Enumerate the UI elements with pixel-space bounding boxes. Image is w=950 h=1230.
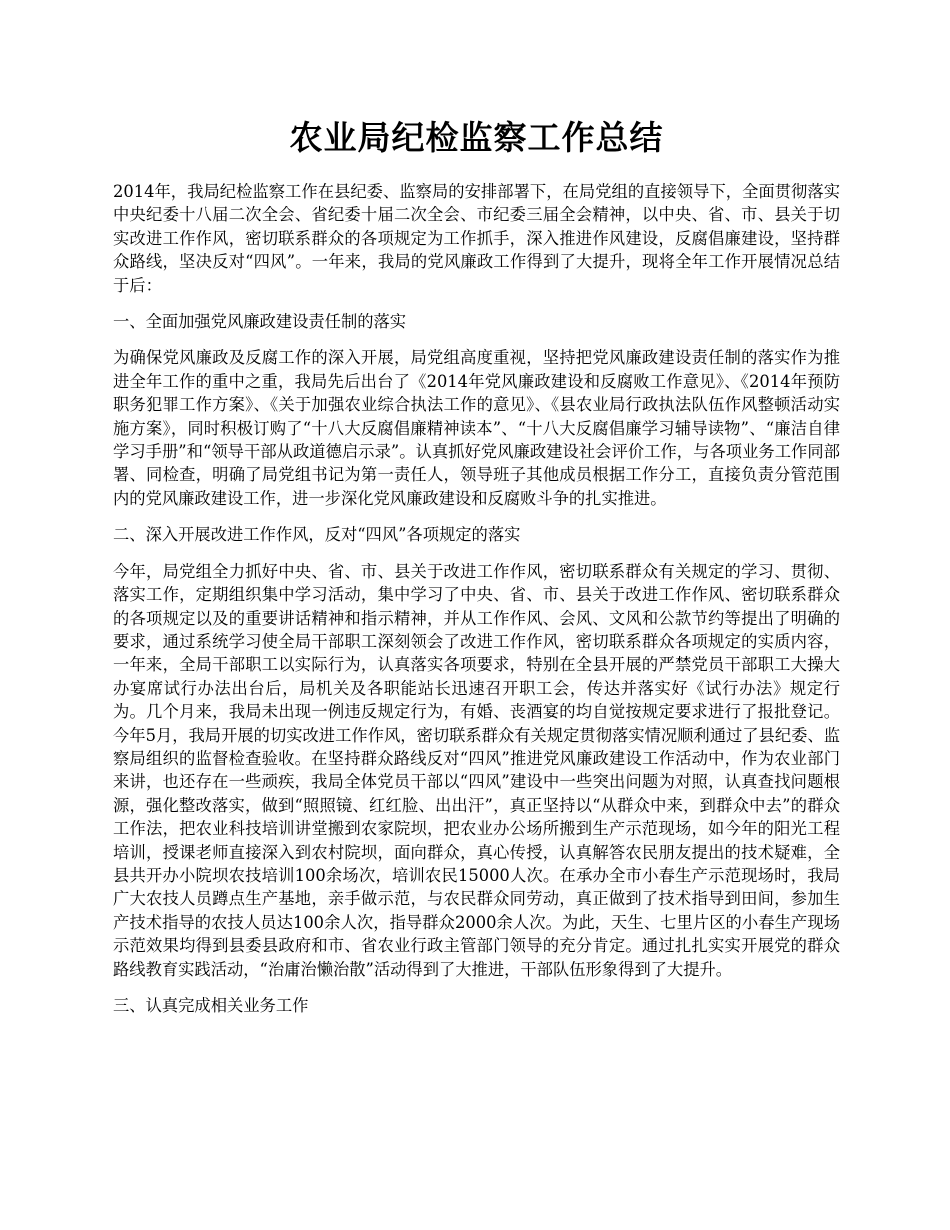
section-3-heading: 三、认真完成相关业务工作 bbox=[113, 996, 309, 1015]
document-title: 农业局纪检监察工作总结 bbox=[289, 118, 664, 157]
section-2-paragraph: 今年，局党组全力抓好中央、省、市、县关于改进工作作风，密切联系群众有关规定的学习、贯彻、落实工作，定期组织集中学习活动，集中学习了中央、省、市、县关于改进工作作风、密切联系群众的各项规定以及的重要讲话精神和指示精神，并从工作作风、会风、文风和公款节约等提出了明确的要求，通过系统学习使全局干部职工深刻领会了改进工作作风，密切联系群众各项规定的实质内容，一年来，全局干部职工以实际行为，认真落实各项要求，特别在全县开展的严禁党员干部职工大操大办宴席试行办法出台后，局机关及各职能站长迅速召开职工会，传达并落实好《试行办法》规定行为。几个月来，我局未出现一例违反规定行为，有婚、丧酒宴的均自觉按规定要求进行了报批登记。今年5月，我局开展的切实改进工作作风，密切联系群众有关规定贯彻落实情况顺利通过了县纪委、监察局组织的监督检查验收。在坚持群众路线反对“四风”推进党风廉政建设工作活动中，作为农业部门来讲，也还存在一些顽疾，我局全体党员干部以“四风”建设中一些突出问题为对照，认真查找问题根源，强化整改落实，做到“照照镜、红红脸、出出汗”，真正坚持以“从群众中来，到群众中去”的群众工作法，把农业科技培训讲堂搬到农家院坝，把农业办公场所搬到生产示范现场，如今年的阳光工程培训，授课老师直接深入到农村院坝，面向群众，真心传授，认真解答农民朋友提出的技术疑难，全县共开办小院坝农技培训100余场次，培训农民15000人次。在承办全市小春生产示范现场时，我局广大农技人员蹲点生产基地，亲手做示范，与农民群众同劳动，真正做到了技术指导到田间，参加生产技术指导的农技人员达100余人次，指导群众2000余人次。为此，天生、七里片区的小春生产现场示范效果均得到县委县政府和市、省农业行政主管部门领导的充分肯定。通过扎扎实实开展党的群众路线教育实践活动，“治庸治懒治散”活动得到了大推进，干部队伍形象得到了大提升。 bbox=[113, 561, 840, 979]
section-1-heading: 一、全面加强党风廉政建设责任制的落实 bbox=[113, 312, 407, 332]
intro-paragraph: 2014年，我局纪检监察工作在县纪委、监察局的安排部署下，在局党组的直接领导下，全面贯彻落实中央纪委十八届二次全会、省纪委十届二次全会、市纪委三届全会精神，以中央、省、市、县关于切实改进工作作风，密切联系群众的各项规定为工作抓手，深入推进作风建设，反腐倡廉建设，坚持群众路线，坚决反对“四风”。一年来，我局的党风廉政工作得到了大提升，现将全年工作开展情况总结于后： bbox=[113, 182, 840, 295]
section-2-heading: 二、深入开展改进工作作风，反对“四风”各项规定的落实 bbox=[113, 525, 521, 545]
section-1-paragraph: 为确保党风廉政及反腐工作的深入开展，局党组高度重视，坚持把党风廉政建设责任制的落实作为推进全年工作的重中之重，我局先后出台了《2014年党风廉政建设和反腐败工作意见》、《2014年预防职务犯罪工作方案》、《关于加强农业综合执法工作的意见》、《县农业局行政执法队伍作风整顿活动实施方案》，同时积极订购了“十八大反腐倡廉精神读本”、“十八大反腐倡廉学习辅导读物”、“廉洁自律学习手册”和“领导干部从政道德启示录”。认真抓好党风廉政建设社会评价工作，与各项业务工作同部署、同检查，明确了局党组书记为第一责任人，领导班子其他成员根据工作分工，直接负责分管范围内的党风廉政建设工作，进一步深化党风廉政建设和反腐败斗争的扎实推进。 bbox=[113, 348, 840, 508]
